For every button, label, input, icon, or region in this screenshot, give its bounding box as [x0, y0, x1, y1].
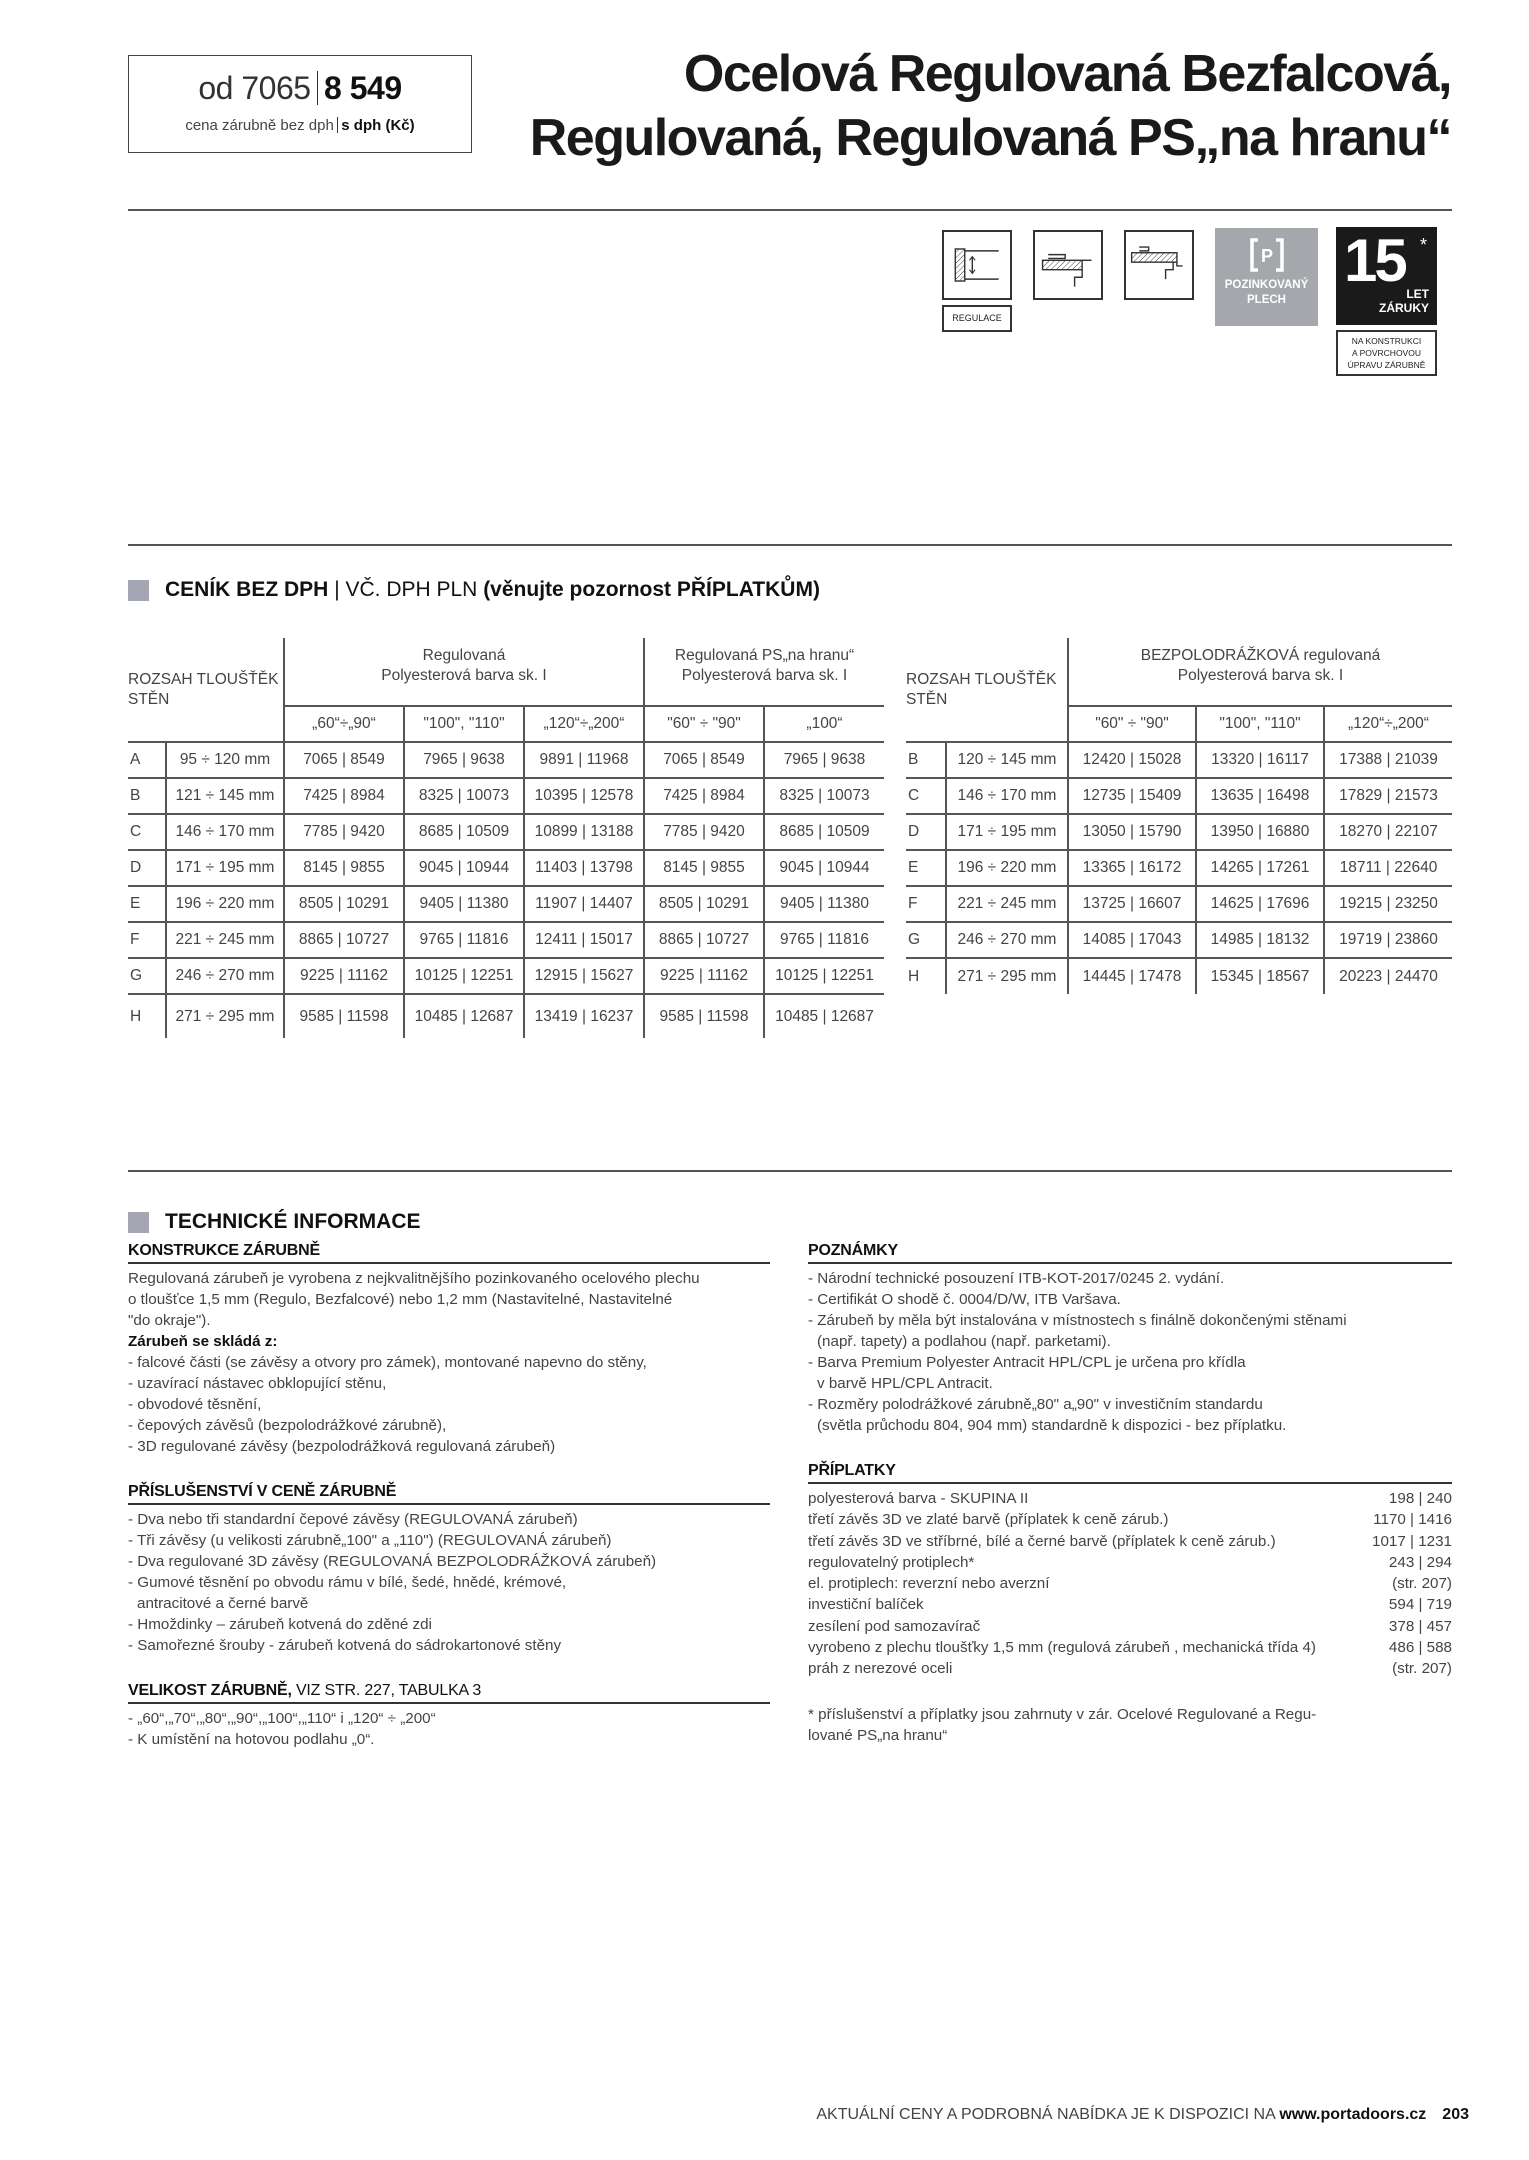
surcharge-label: polyesterová barva - SKUPINA II — [808, 1490, 1029, 1507]
price-cell: 13635 | 16498 — [1196, 778, 1324, 814]
price-cell: 9891 | 11968 — [524, 742, 644, 778]
warranty-note-line: ÚPRAVU ZÁRUBNĚ — [1347, 360, 1426, 370]
surcharge-value: 1017 | 1231 — [1372, 1532, 1452, 1550]
price-cell: 9405 | 11380 — [404, 886, 524, 922]
pricelist-table-left — [128, 638, 884, 1038]
list-item: - Certifikát O shodě č. 0004/D/W, ITB Varšava. — [808, 1291, 1121, 1308]
table-row — [906, 850, 1452, 886]
construction-list — [128, 1352, 770, 1457]
price-cell: 10125 | 12251 — [404, 958, 524, 994]
price-cell: 7965 | 9638 — [404, 742, 524, 778]
table-row — [128, 994, 884, 1038]
range-header: ROZSAH TLOUŠŤĚK STĚN — [906, 671, 1057, 708]
price-cell: 10485 | 12687 — [404, 994, 524, 1038]
pricelist-heading-text: CENÍK BEZ DPH | VČ. DPH PLN (věnujte pozornost PŘÍPLATKŮM) — [165, 578, 820, 601]
divider — [128, 544, 1452, 546]
price-cell: 13419 | 16237 — [524, 994, 644, 1038]
surcharge-value: 486 | 588 — [1388, 1639, 1452, 1657]
divider — [337, 117, 339, 133]
list-item: - uzavírací nástavec obklopující stěnu, — [128, 1375, 387, 1392]
price-cell: 7425 | 8984 — [644, 778, 764, 814]
footer-website-link[interactable]: www.portadoors.cz — [1279, 2106, 1427, 2123]
list-item: - Dva regulované 3D závěsy (REGULOVANÁ BEZPOLODRÁŽKOVÁ zárubeň) — [128, 1553, 657, 1570]
price-cell: 14625 | 17696 — [1196, 886, 1324, 922]
accessories-list — [128, 1509, 770, 1656]
section-square-icon — [128, 1212, 149, 1233]
price-cell: 18270 | 22107 — [1324, 814, 1452, 850]
table-row — [128, 886, 884, 922]
warranty-years: 15 — [1344, 227, 1405, 294]
price-cell: 8325 | 10073 — [404, 778, 524, 814]
surcharges-title: PŘÍPLATKY — [808, 1462, 1452, 1484]
title-line-1: Ocelová Regulovaná Bezfalcová, — [683, 45, 1451, 103]
pricelist-heading — [128, 578, 820, 602]
price-cell: 9225 | 11162 — [284, 958, 404, 994]
section-square-icon — [128, 580, 149, 601]
price-cell: 9765 | 11816 — [404, 922, 524, 958]
list-item: - falcové části (se závěsy a otvory pro zámek), montované napevno do stěny, — [128, 1354, 647, 1371]
price-cell: 13725 | 16607 — [1068, 886, 1196, 922]
frame-profile-stepped-icon — [1124, 230, 1194, 300]
range-value: 221 ÷ 245 mm — [946, 886, 1068, 922]
range-value: 271 ÷ 295 mm — [946, 958, 1068, 994]
table-row — [906, 886, 1452, 922]
range-value: 171 ÷ 195 mm — [946, 814, 1068, 850]
warranty-note-line: A POVRCHOVOU — [1352, 348, 1421, 358]
list-item: v barvě HPL/CPL Antracit. — [817, 1375, 993, 1392]
price-cell: 9585 | 11598 — [284, 994, 404, 1038]
price-cell: 7785 | 9420 — [284, 814, 404, 850]
price-cell: 11403 | 13798 — [524, 850, 644, 886]
zinc-line-1: POZINKOVANÝ — [1224, 279, 1309, 291]
price-cell: 14445 | 17478 — [1068, 958, 1196, 994]
price-cell: 17388 | 21039 — [1324, 742, 1452, 778]
surcharge-value: (str. 207) — [1392, 1575, 1452, 1593]
list-item: - 3D regulované závěsy (bezpolodrážková regulovaná zárubeň) — [128, 1438, 556, 1455]
list-item: - Dva nebo tři standardní čepové závěsy (REGULOVANÁ zárubeň) — [128, 1511, 578, 1528]
table-row — [906, 814, 1452, 850]
price-from: od 7065 — [198, 70, 311, 106]
price-cell: 11907 | 14407 — [524, 886, 644, 922]
galvanized-sheet-badge — [1215, 228, 1318, 326]
column-header: „60“÷„90“ — [284, 706, 404, 742]
surcharge-value: 378 | 457 — [1388, 1617, 1452, 1635]
price-cell: 8325 | 10073 — [764, 778, 884, 814]
price-cell: 13050 | 15790 — [1068, 814, 1196, 850]
price-cell: 19215 | 23250 — [1324, 886, 1452, 922]
list-item: - „60“,„70“,„80“,„90“,„100“,„110“ i „120“ ÷ „200“ — [128, 1710, 436, 1727]
zinc-line-2: PLECH — [1247, 294, 1286, 306]
range-class: G — [128, 958, 166, 994]
price-cell: 9045 | 10944 — [764, 850, 884, 886]
group-header-na-hranu: Regulovaná PS„na hranu“ Polyesterová barva sk. I — [644, 638, 884, 706]
price-cell: 8505 | 10291 — [284, 886, 404, 922]
price-cell: 12411 | 15017 — [524, 922, 644, 958]
price-cell: 8865 | 10727 — [644, 922, 764, 958]
column-header: "60" ÷ "90" — [644, 706, 764, 742]
price-cell: 8685 | 10509 — [764, 814, 884, 850]
price-cell: 12735 | 15409 — [1068, 778, 1196, 814]
range-class: D — [128, 850, 166, 886]
price-cell: 10485 | 12687 — [764, 994, 884, 1038]
price-cell: 9225 | 11162 — [644, 958, 764, 994]
price-cell: 9045 | 10944 — [404, 850, 524, 886]
range-class: F — [906, 886, 946, 922]
construction-title: KONSTRUKCE ZÁRUBNĚ — [128, 1242, 770, 1264]
surcharge-label: investiční balíček — [808, 1596, 924, 1614]
list-item: - obvodové těsnění, — [128, 1396, 262, 1413]
table-row — [128, 922, 884, 958]
range-class: B — [128, 778, 166, 814]
range-value: 171 ÷ 195 mm — [166, 850, 284, 886]
table-row — [128, 778, 884, 814]
list-item: - Hmoždinky – zárubeň kotvená do zděné zdi — [128, 1616, 432, 1633]
column-header: "60" ÷ "90" — [1068, 706, 1196, 742]
price-cell: 7425 | 8984 — [284, 778, 404, 814]
price-with-vat: 8 549 — [324, 70, 402, 106]
price-caption — [129, 117, 471, 134]
range-class: H — [128, 994, 166, 1038]
surcharge-label: třetí závěs 3D ve stříbrné, bílé a černé barvě (příplatek k ceně zárub.) — [808, 1532, 1276, 1550]
price-cell: 9405 | 11380 — [764, 886, 884, 922]
range-value: 221 ÷ 245 mm — [166, 922, 284, 958]
range-value: 196 ÷ 220 mm — [946, 850, 1068, 886]
price-cell: 10899 | 13188 — [524, 814, 644, 850]
list-item: - Samořezné šrouby - zárubeň kotvená do sádrokartonové stěny — [128, 1637, 562, 1654]
surcharge-value: 594 | 719 — [1388, 1596, 1452, 1614]
asterisk-icon: * — [1419, 235, 1427, 255]
range-class: G — [906, 922, 946, 958]
title-line-2: Regulovaná, Regulovaná PS„na hranu“ — [529, 109, 1451, 167]
range-class: D — [906, 814, 946, 850]
divider — [128, 1170, 1452, 1172]
surcharge-value: 243 | 294 — [1388, 1553, 1452, 1571]
tech-left-column — [128, 1242, 770, 1750]
range-value: 95 ÷ 120 mm — [166, 742, 284, 778]
list-item: - Barva Premium Polyester Antracit HPL/CPL je určena pro křídla — [808, 1354, 1246, 1371]
divider — [317, 71, 319, 105]
column-header: „100“ — [764, 706, 884, 742]
price-cell: 12420 | 15028 — [1068, 742, 1196, 778]
range-class: E — [128, 886, 166, 922]
surcharge-row — [808, 1616, 1452, 1637]
price-cell: 14265 | 17261 — [1196, 850, 1324, 886]
range-class: H — [906, 958, 946, 994]
table-row — [128, 958, 884, 994]
list-item: antracitové a černé barvě — [137, 1595, 309, 1612]
range-value: 246 ÷ 270 mm — [166, 958, 284, 994]
table-row — [906, 742, 1452, 778]
surcharge-label: zesílení pod samozavírač — [808, 1617, 981, 1635]
range-value: 146 ÷ 170 mm — [946, 778, 1068, 814]
list-item: (např. tapety) a podlahou (např. parketami). — [817, 1333, 1111, 1350]
price-cell: 13320 | 16117 — [1196, 742, 1324, 778]
column-header: "100", "110" — [404, 706, 524, 742]
surcharge-value: (str. 207) — [1392, 1660, 1452, 1678]
construction-intro: Regulovaná zárubeň je vyrobena z nejkvalitnějšího pozinkovaného ocelového plechu o tloušťce 1,5 mm (Regulo, Bezfalcové) nebo 1,2 mm (Nastavitelné, Nastavitelné "do okraje"). Zárubeň se skládá z: — [128, 1270, 700, 1350]
price-cell: 14085 | 17043 — [1068, 922, 1196, 958]
range-value: 146 ÷ 170 mm — [166, 814, 284, 850]
warranty-badge — [1336, 227, 1437, 325]
warranty-note-line: NA KONSTRUKCI — [1351, 336, 1422, 346]
warranty-zaruky: ZÁRUKY — [1379, 301, 1429, 315]
range-header: ROZSAH TLOUŠŤĚK STĚN — [128, 671, 279, 708]
range-value: 121 ÷ 145 mm — [166, 778, 284, 814]
price-cell: 20223 | 24470 — [1324, 958, 1452, 994]
list-item: - čepových závěsů (bezpolodrážkové zárubně), — [128, 1417, 447, 1434]
list-item: (světla průchodu 804, 904 mm) standardně k dispozici - bez příplatku. — [817, 1417, 1287, 1434]
table-row — [128, 850, 884, 886]
tech-heading-text: TECHNICKÉ INFORMACE — [165, 1210, 421, 1233]
tech-right-column — [808, 1242, 1452, 1746]
page-footer — [816, 2106, 1469, 2124]
surcharge-row — [808, 1552, 1452, 1573]
frame-profile-icon — [1033, 230, 1103, 300]
surcharge-row — [808, 1637, 1452, 1658]
price-cell: 8685 | 10509 — [404, 814, 524, 850]
list-item: - Tři závěsy (u velikosti zárubně„100" a „110") (REGULOVANÁ zárubeň) — [128, 1532, 612, 1549]
price-cell: 8865 | 10727 — [284, 922, 404, 958]
list-item: - Národní technické posouzení ITB-KOT-2017/0245 2. vydání. — [808, 1270, 1225, 1287]
price-cell: 9585 | 11598 — [644, 994, 764, 1038]
list-item: - Gumové těsnění po obvodu rámu v bílé, šedé, hnědé, krémové, — [128, 1574, 567, 1591]
warranty-note — [1336, 330, 1437, 376]
pricelist-table-right — [906, 638, 1452, 994]
range-value: 120 ÷ 145 mm — [946, 742, 1068, 778]
surcharge-value: 1170 | 1416 — [1373, 1511, 1452, 1529]
price-cell: 9765 | 11816 — [764, 922, 884, 958]
svg-text:P: P — [1260, 246, 1273, 266]
range-class: F — [128, 922, 166, 958]
surcharge-row — [808, 1488, 1452, 1509]
price-cell: 19719 | 23860 — [1324, 922, 1452, 958]
surcharge-label: vyrobeno z plechu tloušťky 1,5 mm (regulová zárubeň , mechanická třída 4) — [808, 1639, 1316, 1657]
accessories-title: PŘÍSLUŠENSTVÍ V CENĚ ZÁRUBNĚ — [128, 1483, 770, 1505]
divider — [128, 209, 1452, 211]
notes-list — [808, 1268, 1452, 1436]
group-header-bezpolodrazkova: BEZPOLODRÁŽKOVÁ regulovaná Polyesterová barva sk. I — [1068, 638, 1452, 706]
price-cell: 8505 | 10291 — [644, 886, 764, 922]
range-value: 196 ÷ 220 mm — [166, 886, 284, 922]
range-value: 246 ÷ 270 mm — [946, 922, 1068, 958]
price-cell: 15345 | 18567 — [1196, 958, 1324, 994]
price-cell: 8145 | 9855 — [284, 850, 404, 886]
regulation-label: REGULACE — [942, 305, 1012, 332]
size-list — [128, 1708, 770, 1750]
page-number: 203 — [1442, 2106, 1469, 2123]
surcharge-row — [808, 1531, 1452, 1552]
range-class: C — [906, 778, 946, 814]
warranty-let: LET — [1406, 287, 1429, 301]
notes-title: POZNÁMKY — [808, 1242, 1452, 1264]
range-value: 271 ÷ 295 mm — [166, 994, 284, 1038]
table-row — [906, 958, 1452, 994]
list-item: - Zárubeň by měla být instalována v místnostech s finálně dokončenými stěnami — [808, 1312, 1347, 1329]
surcharges-list — [808, 1488, 1452, 1680]
range-class: A — [128, 742, 166, 778]
regulation-frame-icon — [942, 230, 1012, 300]
list-item: - K umístění na hotovou podlahu „0“. — [128, 1731, 375, 1748]
surcharge-row — [808, 1658, 1452, 1679]
price-caption-normal: cena zárubně bez dph — [185, 117, 334, 134]
range-class: C — [128, 814, 166, 850]
surcharge-row — [808, 1573, 1452, 1594]
price-box — [128, 55, 472, 153]
page-title — [491, 42, 1451, 170]
price-cell: 13365 | 16172 — [1068, 850, 1196, 886]
group-header-regulovana: Regulovaná Polyesterová barva sk. I — [284, 638, 644, 706]
price-cell: 7065 | 8549 — [644, 742, 764, 778]
column-header: „120“÷„200“ — [524, 706, 644, 742]
table-row — [906, 922, 1452, 958]
column-header: „120“÷„200“ — [1324, 706, 1452, 742]
galvanized-p-icon — [1250, 238, 1284, 272]
surcharge-row — [808, 1594, 1452, 1615]
list-item: - Rozměry polodrážkové zárubně„80" a„90" v investičním standardu — [808, 1396, 1263, 1413]
price-cell: 18711 | 22640 — [1324, 850, 1452, 886]
price-cell: 17829 | 21573 — [1324, 778, 1452, 814]
price-cell: 10125 | 12251 — [764, 958, 884, 994]
price-cell: 7785 | 9420 — [644, 814, 764, 850]
surcharge-value: 198 | 240 — [1388, 1490, 1452, 1507]
price-cell: 14985 | 18132 — [1196, 922, 1324, 958]
table-row — [128, 814, 884, 850]
surcharges-footnote: * příslušenství a příplatky jsou zahrnuty v zár. Ocelové Regulované a Regu- lované PS„na hranu“ — [808, 1705, 1317, 1744]
tech-heading — [128, 1210, 421, 1234]
price-caption-bold: s dph (Kč) — [341, 117, 415, 134]
column-header: "100", "110" — [1196, 706, 1324, 742]
table-row — [906, 778, 1452, 814]
price-cell: 7065 | 8549 — [284, 742, 404, 778]
table-row — [128, 742, 884, 778]
footer-text: AKTUÁLNÍ CENY A PODROBNÁ NABÍDKA JE K DISPOZICI NA — [816, 2106, 1280, 2123]
price-main — [129, 70, 471, 107]
range-class: B — [906, 742, 946, 778]
price-cell: 10395 | 12578 — [524, 778, 644, 814]
price-cell: 8145 | 9855 — [644, 850, 764, 886]
price-cell: 13950 | 16880 — [1196, 814, 1324, 850]
warranty-text — [1379, 287, 1429, 315]
price-cell: 12915 | 15627 — [524, 958, 644, 994]
size-title: VELIKOST ZÁRUBNĚ, VIZ STR. 227, TABULKA 3 — [128, 1682, 770, 1704]
surcharge-label: třetí závěs 3D ve zlaté barvě (příplatek k ceně zárub.) — [808, 1511, 1169, 1529]
price-cell: 7965 | 9638 — [764, 742, 884, 778]
surcharge-row — [808, 1509, 1452, 1530]
surcharge-label: práh z nerezové oceli — [808, 1660, 953, 1678]
surcharge-label: el. protiplech: reverzní nebo averzní — [808, 1575, 1050, 1593]
surcharge-label: regulovatelný protiplech* — [808, 1553, 975, 1571]
range-class: E — [906, 850, 946, 886]
